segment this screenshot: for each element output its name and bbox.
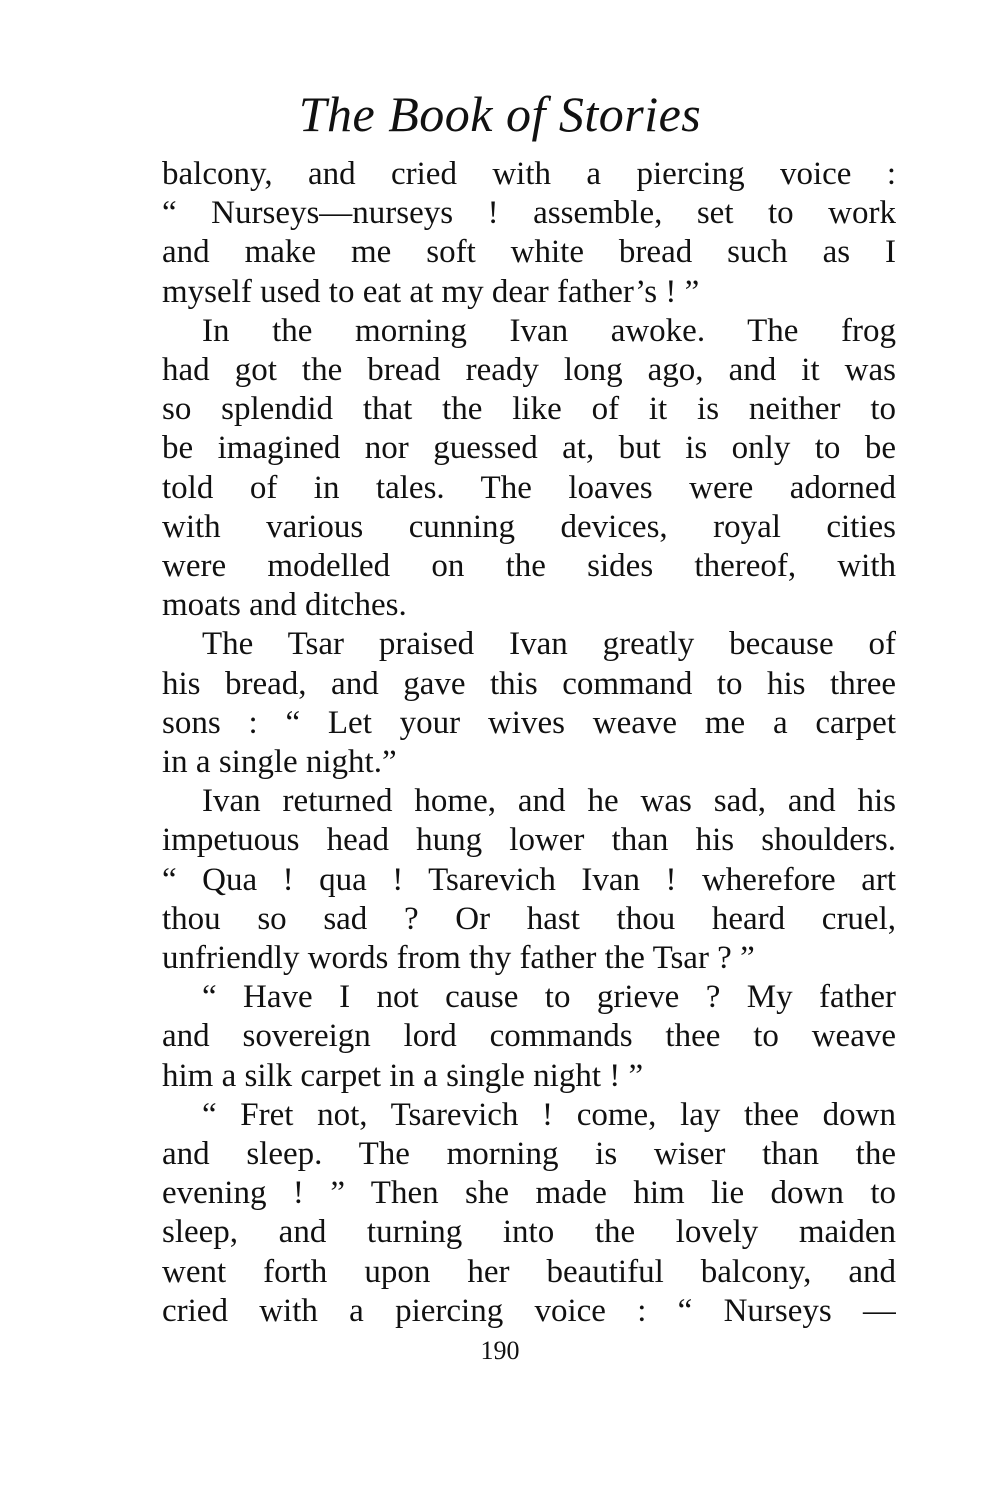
text-line: The Tsar praised Ivan greatly because of	[202, 626, 896, 663]
text-line: were modelled on the sides thereof, with	[162, 548, 896, 585]
text-line: impetuous head hung lower than his shoulders.	[162, 822, 896, 859]
text-line: be imagined nor guessed at, but is only to be	[162, 430, 896, 467]
text-line: had got the bread ready long ago, and it was	[162, 352, 896, 389]
text-line: and sleep. The morning is wiser than the	[162, 1136, 896, 1173]
text-line: evening ! ” Then she made him lie down to	[162, 1175, 896, 1212]
paragraph-1	[162, 155, 896, 312]
text-line: with various cunning devices, royal cities	[162, 508, 896, 545]
paragraph-6	[162, 1096, 896, 1331]
text-line: thou so sad ? Or hast thou heard cruel,	[162, 900, 896, 937]
text-line: went forth upon her beautiful balcony, and	[162, 1253, 896, 1290]
paragraph-4	[162, 782, 896, 978]
text-line: sons : “ Let your wives weave me a carpet	[162, 704, 896, 741]
text-line: moats and ditches.	[162, 587, 407, 624]
text-line: cried with a piercing voice : “ Nurseys —	[162, 1292, 896, 1329]
text-line: unfriendly words from thy father the Tsar ? ”	[162, 940, 755, 977]
page-number: 190	[480, 1336, 520, 1365]
text-line: so splendid that the like of it is neither to	[162, 391, 896, 428]
body-text	[162, 155, 896, 1331]
text-line: In the morning Ivan awoke. The frog	[202, 312, 896, 349]
text-line: in a single night.”	[162, 744, 397, 781]
text-line: told of in tales. The loaves were adorned	[162, 469, 896, 506]
text-line: him a silk carpet in a single night ! ”	[162, 1057, 644, 1094]
text-line: and sovereign lord commands thee to weave	[162, 1018, 896, 1055]
paragraph-3	[162, 625, 896, 782]
text-line: and make me soft white bread such as I	[162, 234, 896, 271]
text-line: myself used to eat at my dear father’s ! ”	[162, 273, 700, 310]
text-line: “ Have I not cause to grieve ? My father	[202, 979, 896, 1016]
text-line: his bread, and gave this command to his three	[162, 665, 896, 702]
text-line: sleep, and turning into the lovely maiden	[162, 1214, 896, 1251]
running-head: The Book of Stories	[298, 86, 702, 142]
paragraph-2	[162, 312, 896, 626]
text-line: Ivan returned home, and he was sad, and his	[202, 783, 896, 820]
paragraph-5	[162, 978, 896, 1096]
text-line: balcony, and cried with a piercing voice :	[162, 156, 896, 192]
text-line: “ Qua ! qua ! Tsarevich Ivan ! wherefore art	[162, 861, 896, 898]
text-line: “ Fret not, Tsarevich ! come, lay thee down	[202, 1096, 896, 1133]
text-line: “ Nurseys—nurseys ! assemble, set to work	[162, 195, 896, 232]
